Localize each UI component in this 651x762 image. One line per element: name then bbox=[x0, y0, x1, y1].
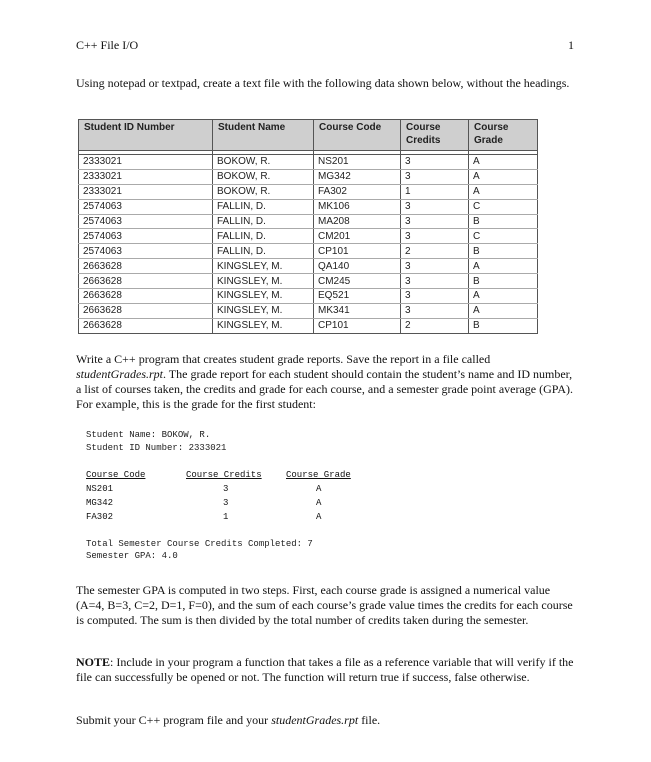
cell-course-grade: A bbox=[469, 259, 538, 274]
cell-student-name: FALLIN, D. bbox=[213, 199, 314, 214]
header-course-grade: Course Grade bbox=[469, 120, 538, 151]
cell-student-id: 2333021 bbox=[79, 155, 213, 170]
sample-code: FA302 bbox=[86, 512, 114, 522]
cell-course-grade: A bbox=[469, 289, 538, 304]
table-row bbox=[79, 199, 538, 214]
cell-course-code: MA208 bbox=[314, 214, 401, 229]
note-paragraph bbox=[76, 655, 576, 685]
sample-code: MG342 bbox=[86, 498, 114, 508]
submit-paragraph bbox=[76, 713, 576, 728]
cell-course-grade: B bbox=[469, 318, 538, 333]
cell-course-code: NS201 bbox=[314, 155, 401, 170]
cell-course-credits: 3 bbox=[401, 303, 469, 318]
cell-student-id: 2663628 bbox=[79, 259, 213, 274]
cell-student-name: BOKOW, R. bbox=[213, 155, 314, 170]
note-text: : Include in your program a function that takes a file as a reference variable that will verify if the file can successfully be opened or not. The function will return true if success, false otherwise. bbox=[76, 655, 574, 684]
cell-course-credits: 1 bbox=[401, 184, 469, 199]
table-row bbox=[79, 169, 538, 184]
cell-student-name: KINGSLEY, M. bbox=[213, 259, 314, 274]
header-student-id: Student ID Number bbox=[79, 120, 213, 151]
cell-student-id: 2574063 bbox=[79, 214, 213, 229]
cell-student-name: FALLIN, D. bbox=[213, 244, 314, 259]
para2-filename: studentGrades.rpt bbox=[76, 367, 163, 381]
table-row bbox=[79, 229, 538, 244]
table-row bbox=[79, 184, 538, 199]
cell-course-grade: C bbox=[469, 229, 538, 244]
cell-student-id: 2663628 bbox=[79, 274, 213, 289]
cell-course-code: CP101 bbox=[314, 244, 401, 259]
cell-student-name: BOKOW, R. bbox=[213, 184, 314, 199]
cell-student-name: FALLIN, D. bbox=[213, 229, 314, 244]
para2-part1: Write a C++ program that creates student grade reports. Save the report in a file called bbox=[76, 352, 491, 366]
sample-credits: 1 bbox=[223, 512, 229, 522]
student-data-table bbox=[78, 119, 538, 334]
cell-student-id: 2333021 bbox=[79, 169, 213, 184]
cell-course-grade: A bbox=[469, 169, 538, 184]
cell-student-name: KINGSLEY, M. bbox=[213, 289, 314, 304]
report-description-paragraph bbox=[76, 352, 576, 412]
cell-course-credits: 3 bbox=[401, 199, 469, 214]
note-label: NOTE bbox=[76, 655, 111, 669]
cell-course-grade: A bbox=[469, 184, 538, 199]
page-number: 1 bbox=[568, 38, 574, 52]
cell-course-code: QA140 bbox=[314, 259, 401, 274]
cell-course-credits: 2 bbox=[401, 244, 469, 259]
sample-col-code: Course Code bbox=[86, 470, 146, 480]
submit-filename: studentGrades.rpt bbox=[271, 713, 359, 727]
sample-student-id: Student ID Number: 2333021 bbox=[86, 443, 227, 453]
cell-course-grade: A bbox=[469, 155, 538, 170]
header-course-credits: Course Credits bbox=[401, 120, 469, 151]
cell-student-name: FALLIN, D. bbox=[213, 214, 314, 229]
sample-col-credits: Course Credits bbox=[186, 470, 262, 480]
cell-student-id: 2574063 bbox=[79, 244, 213, 259]
cell-course-grade: A bbox=[469, 303, 538, 318]
cell-course-code: EQ521 bbox=[314, 289, 401, 304]
header-course-code: Course Code bbox=[314, 120, 401, 151]
sample-code: NS201 bbox=[86, 484, 114, 494]
cell-course-credits: 3 bbox=[401, 229, 469, 244]
cell-course-credits: 2 bbox=[401, 318, 469, 333]
table-row bbox=[79, 318, 538, 333]
table-row bbox=[79, 259, 538, 274]
sample-credits: 3 bbox=[223, 498, 229, 508]
cell-student-name: KINGSLEY, M. bbox=[213, 274, 314, 289]
cell-student-name: KINGSLEY, M. bbox=[213, 318, 314, 333]
sample-grade: A bbox=[316, 512, 322, 522]
cell-course-code: CM201 bbox=[314, 229, 401, 244]
cell-student-id: 2663628 bbox=[79, 318, 213, 333]
cell-course-credits: 3 bbox=[401, 214, 469, 229]
cell-course-code: MK106 bbox=[314, 199, 401, 214]
sample-total-credits: Total Semester Course Credits Completed: 7 bbox=[86, 539, 313, 549]
table-header-row bbox=[79, 120, 538, 151]
cell-student-name: BOKOW, R. bbox=[213, 169, 314, 184]
submit-part1: Submit your C++ program file and your bbox=[76, 713, 272, 727]
table-row bbox=[79, 303, 538, 318]
cell-course-grade: B bbox=[469, 274, 538, 289]
table-row bbox=[79, 155, 538, 170]
cell-student-id: 2574063 bbox=[79, 199, 213, 214]
cell-student-id: 2663628 bbox=[79, 303, 213, 318]
sample-credits: 3 bbox=[223, 484, 229, 494]
sample-grade: A bbox=[316, 484, 322, 494]
cell-course-code: CM245 bbox=[314, 274, 401, 289]
cell-student-name: KINGSLEY, M. bbox=[213, 303, 314, 318]
table-row bbox=[79, 214, 538, 229]
cell-course-credits: 3 bbox=[401, 274, 469, 289]
cell-course-grade: B bbox=[469, 214, 538, 229]
table-row bbox=[79, 274, 538, 289]
para2-part2: . The grade report for each student should contain the student’s name and ID number, a list of courses taken, the credits and grade for each course, and a semester grade point average (GPA). For example, this is the grade for the first student: bbox=[76, 367, 574, 411]
cell-course-grade: C bbox=[469, 199, 538, 214]
cell-course-credits: 3 bbox=[401, 259, 469, 274]
table-row bbox=[79, 289, 538, 304]
cell-course-credits: 3 bbox=[401, 169, 469, 184]
cell-student-id: 2333021 bbox=[79, 184, 213, 199]
sample-col-grade: Course Grade bbox=[286, 470, 351, 480]
cell-course-code: MG342 bbox=[314, 169, 401, 184]
table-row bbox=[79, 244, 538, 259]
cell-course-code: CP101 bbox=[314, 318, 401, 333]
cell-course-code: MK341 bbox=[314, 303, 401, 318]
cell-course-credits: 3 bbox=[401, 155, 469, 170]
page-header-title: C++ File I/O bbox=[76, 38, 139, 52]
intro-paragraph: Using notepad or textpad, create a text file with the following data shown below, without the headings. bbox=[76, 76, 570, 90]
sample-student-name: Student Name: BOKOW, R. bbox=[86, 430, 211, 440]
cell-course-code: FA302 bbox=[314, 184, 401, 199]
sample-grade: A bbox=[316, 498, 322, 508]
cell-student-id: 2663628 bbox=[79, 289, 213, 304]
header-student-name: Student Name bbox=[213, 120, 314, 151]
gpa-explanation-paragraph: The semester GPA is computed in two steps. First, each course grade is assigned a numerical value (A=4, B=3, C=2, D=1, F=0), and the sum of each course’s grade value times the credits for each course is computed. The sum is then divided by the total number of credits taken during the semester. bbox=[76, 583, 573, 627]
cell-student-id: 2574063 bbox=[79, 229, 213, 244]
submit-part2: file. bbox=[358, 713, 381, 727]
cell-course-credits: 3 bbox=[401, 289, 469, 304]
cell-course-grade: B bbox=[469, 244, 538, 259]
sample-gpa: Semester GPA: 4.0 bbox=[86, 551, 178, 561]
